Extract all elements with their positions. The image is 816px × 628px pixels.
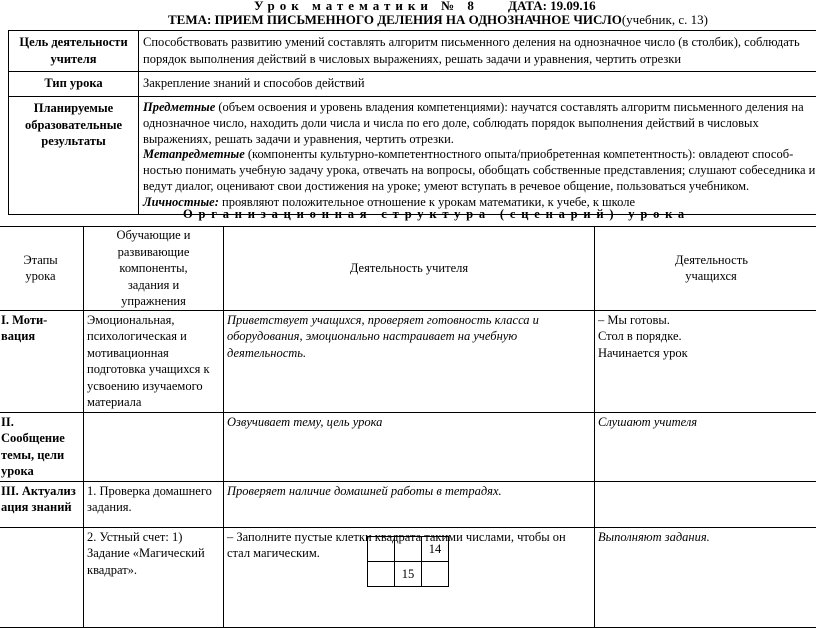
type-row [9,72,816,97]
students-cell [595,527,816,627]
table-row [0,310,816,412]
magic-cell[interactable] [395,537,422,562]
col-stages: Этапы урока [0,227,84,311]
lesson-info-table [8,30,816,215]
meta-text: (компоненты культурно-компетентностного опыта/приобретенная компетентность): овладеют способ-ностью понимать учебную задачу урока, отвечать на вопросы, обобщать собственные представления; слушают собеседника и ведут диалог, оценивают свои достижения на уроке; умеют вступать в речевое общение, пользоваться учебником. [143,147,815,193]
lesson-number: Урок математики № 8 [254,0,479,14]
magic-cell[interactable]: 15 [395,562,422,587]
component-cell: 1. Проверка домашнего задания. [84,481,224,527]
org-structure-title: Организационная структура (сценарий) урока [183,207,690,222]
stage-cell: II. Сообщение темы, цели урока [0,412,84,481]
teacher-cell: – Заполните пустые клетки квадрата такими числами, чтобы он стал магическим. [224,527,595,627]
subject-text: (объем освоения и уровень владения компетенциями): научатся составлять алгоритм письменного деления на однозначное число, находить доли числа и числа по его доле, соблюдать порядок выполнения действий в числовых выражениях, решать задачи и уравнения, чертить отрезки. [143,100,804,146]
teacher-text: Приветствует учащихся, проверяет готовность класса и оборудования, эмоционально настраивает на учебную деятельность. [227,313,539,360]
topic-text: ТЕМА: ПРИЕМ ПИСЬМЕННОГО ДЕЛЕНИЯ НА ОДНОЗНАЧНОЕ ЧИСЛО [168,12,622,27]
lesson-topic [168,12,708,28]
magic-cell[interactable] [368,537,395,562]
teacher-cell [224,310,595,412]
type-label: Тип урока [9,72,139,97]
type-text: Закрепление знаний и способов действий [139,72,816,97]
students-cell [595,481,816,527]
magic-cell[interactable] [422,562,449,587]
students-cell [595,412,816,481]
col-teacher: Деятельность учителя [224,227,595,311]
component-cell: Эмоциональная, психологическая и мотивационная подготовка учащихся к усвоению изучаемого материала [84,310,224,412]
results-text [139,97,816,215]
table-row [0,412,816,481]
subject-label: Предметные [143,100,215,114]
teacher-text: Озвучивает тему, цель урока [227,415,382,429]
students-text: Слушают учителя [598,415,697,429]
stage-cell [0,527,84,627]
results-row [9,97,816,215]
teacher-cell [224,412,595,481]
col-components: Обучающие и развивающие компоненты, задания и упражнения [84,227,224,311]
magic-cell[interactable]: 14 [422,537,449,562]
col-students: Деятельность учащихся [595,227,816,311]
component-cell: 2. Устный счет: 1) Задание «Магический квадрат». [84,527,224,627]
topic-source: (учебник, с. 13) [622,12,708,27]
stage-cell: I. Моти-вация [0,310,84,412]
personal-text: проявляют положительное отношение к урокам математики, к учебе, к школе [219,195,635,209]
stage-cell: III. Актуализация знаний [0,481,84,527]
header-row [0,227,816,311]
goal-row [9,31,816,72]
teacher-cell [224,481,595,527]
meta-label: Метапредметные [143,147,245,161]
component-cell [84,412,224,481]
goal-label: Цель деятельности учителя [9,31,139,72]
magic-square [367,536,449,587]
students-cell: – Мы готовы. Стол в порядке. Начинается урок [595,310,816,412]
goal-text: Способствовать развитию умений составлять алгоритм письменного деления на однозначное число (в столбик), соблюдать порядок выполнения действий в числовых выражениях, решать задачи и уравнения, чертить отрезки [139,31,816,72]
personal-label: Личностные: [143,195,219,209]
table-row [0,481,816,527]
students-text: Выполняют задания. [598,530,710,544]
magic-cell[interactable] [368,562,395,587]
teacher-text: Проверяет наличие домашней работы в тетрадях. [227,484,502,498]
lesson-date: ДАТА: 19.09.16 [508,0,596,14]
results-label: Планируемые образовательные результаты [9,97,139,215]
